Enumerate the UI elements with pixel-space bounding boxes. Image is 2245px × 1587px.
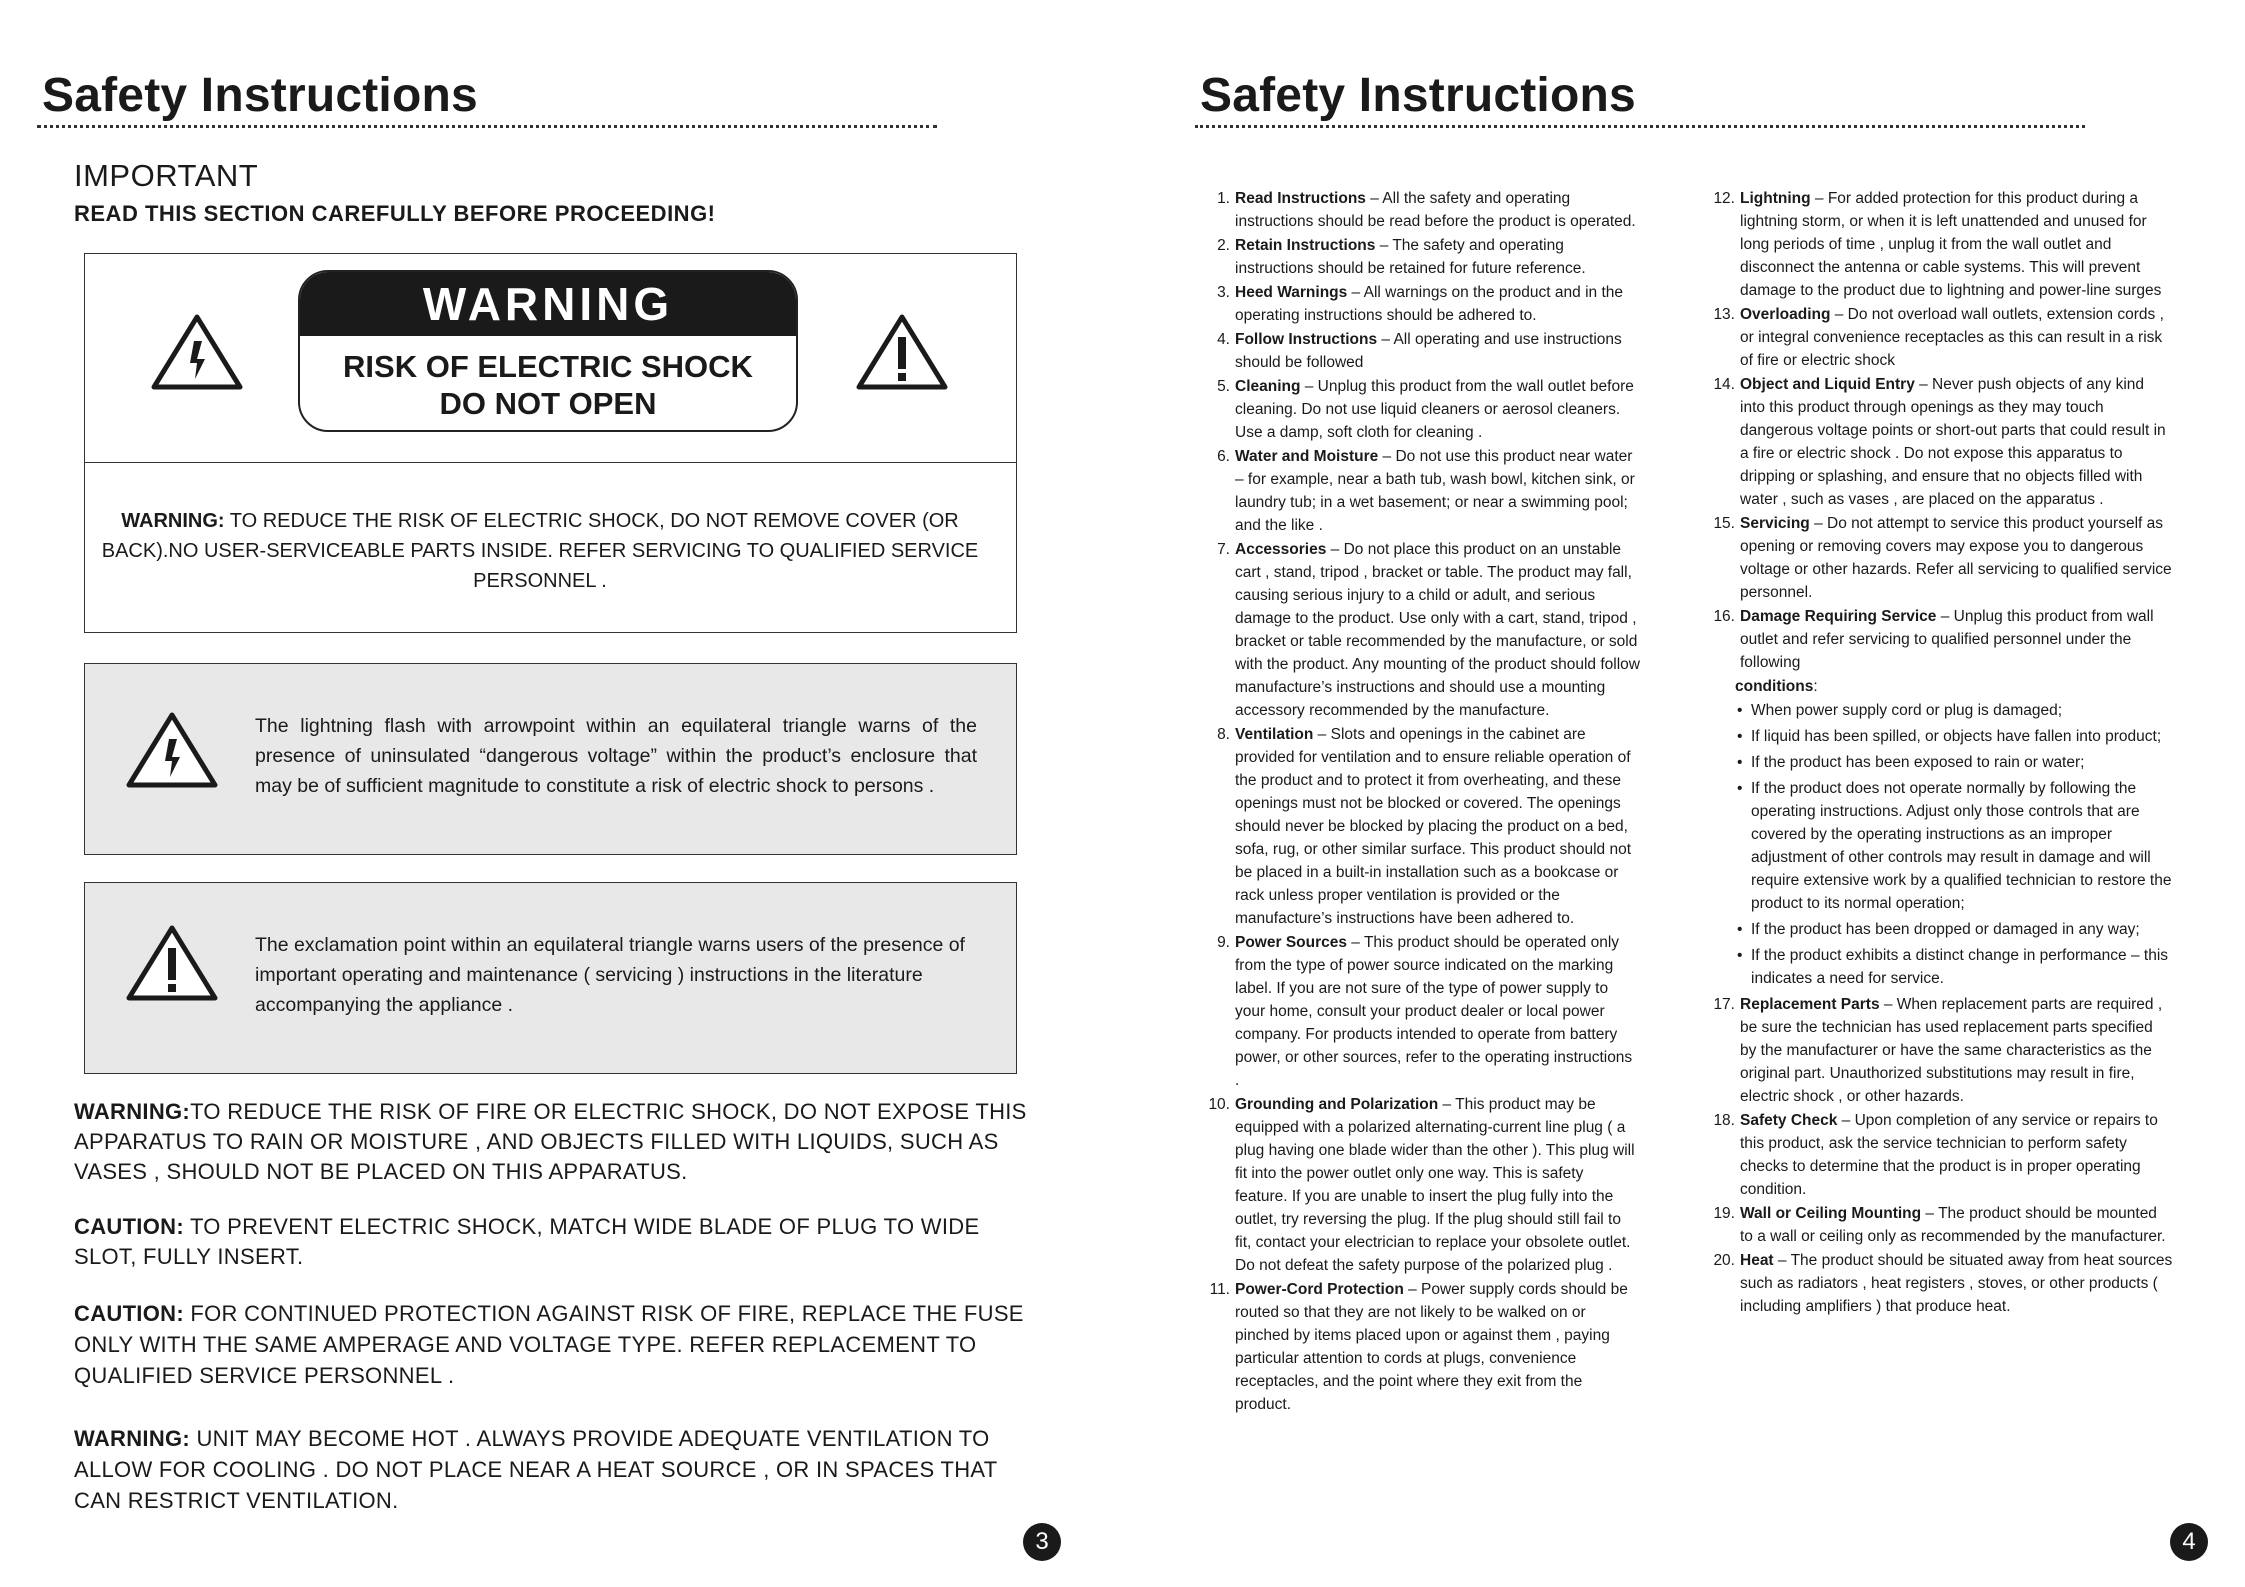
instruction-text: – Never push objects of any kind into this product through openings as they may touch dangerous voltage points or short-out parts that could result in a fire or electric shock . Do not expose this apparatus to dripping or splashing, and ensure that no objects filled with water , such as vases , are placed on the apparatus .	[1740, 376, 2166, 508]
instruction-number: 16.	[1713, 608, 1735, 625]
instruction-body	[1740, 993, 2173, 1108]
condition-item: • If liquid has been spilled, or objects have fallen into product;	[1735, 725, 2173, 748]
instruction-item	[1705, 605, 2173, 674]
instruction-number: 8.	[1217, 726, 1230, 743]
page-title: Safety Instructions	[42, 69, 478, 122]
instruction-body	[1740, 605, 2173, 674]
instruction-number: 5.	[1217, 378, 1230, 395]
caution-block-text: TO PREVENT ELECTRIC SHOCK, MATCH WIDE BLADE OF PLUG TO WIDE SLOT, FULLY INSERT.	[74, 1214, 980, 1269]
conditions-heading	[1705, 675, 2173, 698]
instruction-item	[1200, 445, 1640, 537]
warning-label: WARNING:	[121, 510, 225, 532]
instruction-item	[1200, 234, 1640, 280]
instruction-text: – Do not use this product near water – for example, near a bath tub, wash bowl, kitchen sink, or laundry tub; in a wet basement; or near a swimming pool; and the like .	[1235, 448, 1635, 534]
left-page	[0, 0, 1122, 1587]
lightning-text: The lightning flash with arrowpoint within an equilateral triangle warns of the presence of uninsulated “dangerous voltage” within the product’s enclosure that may be of sufficient magnitude to constitute a risk of electric shock to persons .	[255, 715, 977, 797]
instruction-item	[1200, 375, 1640, 444]
instruction-number: 19.	[1713, 1205, 1735, 1222]
instruction-body	[1235, 931, 1640, 1092]
instruction-heading: Water and Moisture	[1235, 448, 1379, 465]
warning-block-2	[74, 1423, 1034, 1516]
instruction-text: – This product may be equipped with a polarized alternating-current line plug ( a plug having one blade wider than the other ). This plug will fit into the power outlet only one way. This is safety feature. If you are unable to insert the plug fully into the outlet, try reversing the plug. If the plug should still fail to fit, contact your electrician to replace your obsolete outlet. Do not defeat the safety purpose of the polarized plug .	[1235, 1096, 1635, 1274]
instruction-item	[1200, 931, 1640, 1092]
instruction-number: 4.	[1217, 331, 1230, 348]
instruction-item	[1705, 512, 2173, 604]
banner-heading: WARNING	[300, 272, 796, 336]
instruction-number: 7.	[1217, 541, 1230, 558]
instruction-number: 12.	[1713, 190, 1735, 207]
instruction-heading: Replacement Parts	[1740, 996, 1880, 1013]
page-title: Safety Instructions	[1200, 69, 1636, 122]
caution-block-label: CAUTION:	[74, 1301, 184, 1326]
exclamation-text: The exclamation point within an equilateral triangle warns users of the presence of important operating and maintenance ( servicing ) instructions in the literature accompanying the appliance .	[255, 934, 965, 1016]
instruction-number: 14.	[1713, 376, 1735, 393]
instruction-heading: Retain Instructions	[1235, 237, 1376, 254]
instruction-text: – All the safety and operating instructions should be read before the product is operated.	[1235, 190, 1636, 230]
instruction-text: – When replacement parts are required , be sure the technician has used replacement parts specified by the manufacturer or have the same characteristics as the original part. Unauthorized substitutions may result in fire, electric shock , or other hazards.	[1740, 996, 2163, 1105]
exclamation-warning-icon	[855, 313, 949, 391]
instruction-item	[1200, 723, 1640, 930]
instruction-text: – Unplug this product from wall outlet and refer servicing to qualified personnel under the following	[1740, 608, 2154, 671]
instruction-number: 1.	[1217, 190, 1230, 207]
important-heading: IMPORTANT	[74, 158, 259, 193]
instruction-text: – The product should be situated away from heat sources such as radiators , heat registers , stoves, or other products ( including amplifiers ) that produce heat.	[1740, 1252, 2173, 1315]
instruction-heading: Heed Warnings	[1235, 284, 1348, 301]
instruction-heading: Power Sources	[1235, 934, 1347, 951]
condition-item: • If the product does not operate normally by following the operating instructions. Adjust only those controls that are covered by the operating instructions as an improper adjustment of other controls may result in damage and will require extensive work by a qualified technician to restore the product to its normal operation;	[1735, 777, 2173, 915]
instruction-number: 10.	[1208, 1096, 1230, 1113]
instruction-body	[1235, 234, 1640, 280]
instruction-body	[1740, 373, 2173, 511]
warning-text: TO REDUCE THE RISK OF ELECTRIC SHOCK, DO NOT REMOVE COVER (OR BACK).NO USER-SERVICEABLE PARTS INSIDE. REFER SERVICING TO QUALIFIED SERVICE PERSONNEL .	[101, 510, 979, 592]
instruction-item	[1705, 1249, 2173, 1318]
banner-line2: DO NOT OPEN	[439, 386, 657, 421]
instruction-item	[1200, 1093, 1640, 1277]
warning-block-text: UNIT MAY BECOME HOT . ALWAYS PROVIDE ADEQUATE VENTILATION TO ALLOW FOR COOLING . DO NOT PLACE NEAR A HEAT SOURCE , OR IN SPACES THAT CAN RESTRICT VENTILATION.	[74, 1426, 998, 1513]
conditions-colon: :	[1813, 678, 1818, 695]
instruction-text: – All warnings on the product and in the operating instructions should be adhered to.	[1235, 284, 1623, 324]
instruction-number: 20.	[1713, 1252, 1735, 1269]
warning-block-1	[74, 1097, 1034, 1187]
instruction-item	[1200, 187, 1640, 233]
instruction-number: 6.	[1217, 448, 1230, 465]
instruction-body	[1235, 375, 1640, 444]
instruction-item	[1200, 328, 1640, 374]
instruction-heading: Damage Requiring Service	[1740, 608, 1937, 625]
instruction-number: 11.	[1209, 1281, 1230, 1298]
instruction-heading: Lightning	[1740, 190, 1811, 207]
instruction-item	[1200, 1278, 1640, 1416]
caution-block-2	[74, 1298, 1049, 1391]
instruction-heading: Wall or Ceiling Mounting	[1740, 1205, 1922, 1222]
instruction-body	[1740, 303, 2173, 372]
title-divider	[37, 125, 937, 128]
caution-block-1	[74, 1212, 1034, 1272]
instruction-body	[1740, 512, 2173, 604]
instruction-text: – Do not overload wall outlets, extension cords , or integral convenience receptacles as this can result in a risk of fire or electric shock	[1740, 306, 2164, 369]
instruction-text: – Slots and openings in the cabinet are provided for ventilation and to ensure reliable operation of the product and to protect it from overheating, and these openings must not be blocked or covered. The openings should never be blocked by placing the product on a bed, sofa, rug, or other similar surface. This product should not be placed in a built-in installation such as a bookcase or rack unless proper ventilation is provided or the manufacture’s instructions have been adhered to.	[1235, 726, 1632, 927]
warning-block-text: TO REDUCE THE RISK OF FIRE OR ELECTRIC SHOCK, DO NOT EXPOSE THIS APPARATUS TO RAIN OR MOISTURE , AND OBJECTS FILLED WITH LIQUIDS, SUCH AS VASES , SHOULD NOT BE PLACED ON THIS APPARATUS.	[74, 1099, 1027, 1184]
instruction-heading: Grounding and Polarization	[1235, 1096, 1439, 1113]
conditions-label: conditions	[1735, 678, 1814, 695]
instruction-heading: Accessories	[1235, 541, 1327, 558]
instruction-heading: Ventilation	[1235, 726, 1314, 743]
instruction-item	[1705, 373, 2173, 511]
instruction-text: – The safety and operating instructions should be retained for future reference.	[1235, 237, 1586, 277]
instruction-item	[1705, 187, 2173, 302]
page-number: 3	[1023, 1523, 1061, 1561]
instruction-item	[1200, 281, 1640, 327]
instruction-body	[1740, 1202, 2173, 1248]
instruction-heading: Cleaning	[1235, 378, 1301, 395]
instruction-heading: Safety Check	[1740, 1112, 1838, 1129]
condition-item: • When power supply cord or plug is damaged;	[1735, 699, 2173, 722]
instruction-heading: Power-Cord Protection	[1235, 1281, 1404, 1298]
electric-shock-warning-icon	[150, 313, 244, 391]
read-section-notice: READ THIS SECTION CAREFULLY BEFORE PROCEEDING!	[74, 201, 716, 226]
caution-block-label: CAUTION:	[74, 1214, 184, 1239]
condition-item: • If the product has been dropped or damaged in any way;	[1735, 918, 2173, 941]
instruction-item	[1705, 303, 2173, 372]
instruction-body	[1740, 1249, 2173, 1318]
instruction-number: 3.	[1217, 284, 1230, 301]
instruction-text: – Do not place this product on an unstable cart , stand, tripod , bracket or table. The product may fall, causing serious injury to a child or adult, and serious damage to the product. Use only with a cart, stand, tripod , bracket or table recommended by the manufacture, or sold with the product. Any mounting of the product should follow manufacture’s instructions and should use a mounting accessory recommended by the manufacture.	[1235, 541, 1640, 719]
instruction-body	[1235, 723, 1640, 930]
exclamation-triangle-icon	[125, 924, 219, 1002]
warning-block-label: WARNING:	[74, 1099, 191, 1124]
instructions-column-2	[1705, 187, 2173, 1319]
warning-banner	[298, 270, 798, 432]
instruction-body	[1740, 187, 2173, 302]
instruction-text: – Unplug this product from the wall outlet before cleaning. Do not use liquid cleaners or aerosol cleaners. Use a damp, soft cloth for cleaning .	[1235, 378, 1634, 441]
instruction-heading: Overloading	[1740, 306, 1831, 323]
instruction-heading: Servicing	[1740, 515, 1810, 532]
instruction-number: 18.	[1713, 1112, 1735, 1129]
condition-item: • If the product exhibits a distinct change in performance – this indicates a need for service.	[1735, 944, 2173, 990]
condition-item: • If the product has been exposed to rain or water;	[1735, 751, 2173, 774]
instruction-body	[1235, 1093, 1640, 1277]
instruction-body	[1235, 1278, 1640, 1416]
instruction-heading: Follow Instructions	[1235, 331, 1378, 348]
instruction-heading: Object and Liquid Entry	[1740, 376, 1915, 393]
instruction-heading: Heat	[1740, 1252, 1774, 1269]
instruction-body	[1235, 281, 1640, 327]
banner-line1: RISK OF ELECTRIC SHOCK	[343, 349, 753, 384]
lightning-triangle-icon	[125, 711, 219, 789]
page-number: 4	[2170, 1523, 2208, 1561]
warning-block-label: WARNING:	[74, 1426, 191, 1451]
title-divider	[1195, 125, 2085, 128]
instructions-column-1	[1200, 187, 1640, 1417]
instruction-item	[1705, 1202, 2173, 1248]
caution-block-text: FOR CONTINUED PROTECTION AGAINST RISK OF FIRE, REPLACE THE FUSE ONLY WITH THE SAME AMPERAGE AND VOLTAGE TYPE. REFER REPLACEMENT TO QUALIFIED SERVICE PERSONNEL .	[74, 1301, 1024, 1388]
instruction-body	[1235, 187, 1640, 233]
instruction-text: – All operating and use instructions should be followed	[1235, 331, 1622, 371]
instruction-number: 9.	[1217, 934, 1230, 951]
conditions-list	[1705, 699, 2173, 990]
instruction-item	[1705, 993, 2173, 1108]
instruction-item	[1200, 538, 1640, 722]
instruction-body	[1235, 445, 1640, 537]
instruction-number: 2.	[1217, 237, 1230, 254]
box-divider	[85, 462, 1016, 463]
instruction-text: – Upon completion of any service or repairs to this product, ask the service technician to perform safety checks to determine that the product is in proper operating condition.	[1740, 1112, 2158, 1198]
instruction-text: – The product should be mounted to a wall or ceiling only as recommended by the manufacturer.	[1740, 1205, 2166, 1245]
instruction-text: – Power supply cords should be routed so that they are not likely to be walked on or pinched by items placed upon or against them , paying particular attention to cords at plugs, convenience receptacles, and the point where they exit from the product.	[1235, 1281, 1628, 1413]
instruction-body	[1740, 1109, 2173, 1201]
warning-box-text	[100, 506, 980, 596]
instruction-text: – For added protection for this product during a lightning storm, or when it is left unattended and unused for long periods of time , unplug it from the wall outlet and disconnect the antenna or cable systems. This will prevent damage to the product due to lightning and power-line surges	[1740, 190, 2162, 299]
instruction-heading: Read Instructions	[1235, 190, 1366, 207]
instruction-body	[1235, 538, 1640, 722]
instruction-item	[1705, 1109, 2173, 1201]
instruction-text: – This product should be operated only from the type of power source indicated on the marking label. If you are not sure of the type of power supply to your home, consult your product dealer or local power company. For products intended to operate from battery power, or other sources, refer to the operating instructions .	[1235, 934, 1633, 1089]
right-page	[1122, 0, 2245, 1587]
instruction-text: – Do not attempt to service this product yourself as opening or removing covers may expose you to dangerous voltage or other hazards. Refer all servicing to qualified service personnel.	[1740, 515, 2172, 601]
instruction-number: 17.	[1713, 996, 1735, 1013]
instruction-number: 15.	[1713, 515, 1735, 532]
instruction-number: 13.	[1713, 306, 1735, 323]
instruction-body	[1235, 328, 1640, 374]
